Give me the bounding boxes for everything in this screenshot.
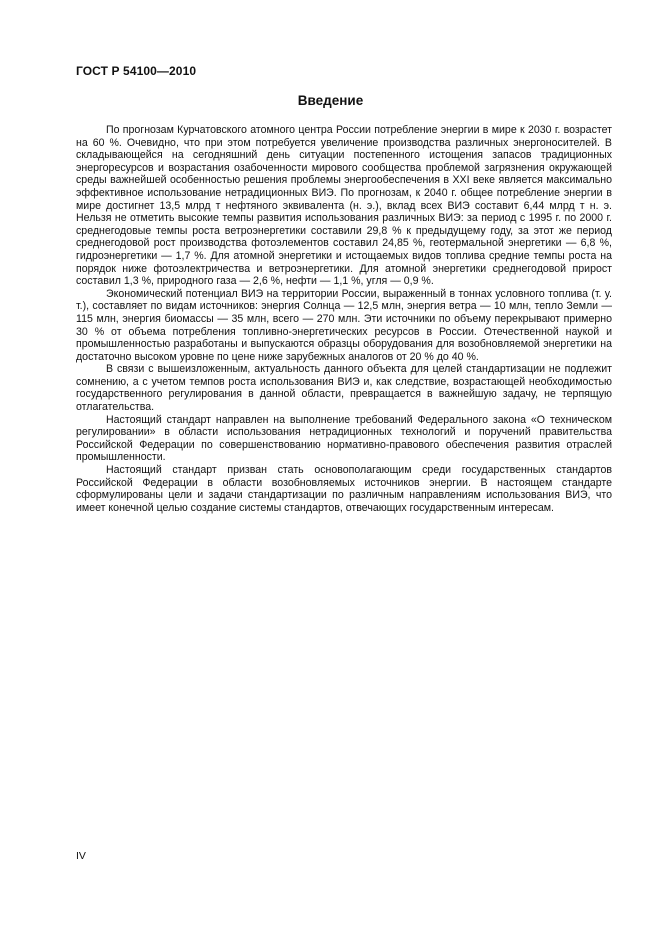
- section-title: Введение: [297, 93, 364, 108]
- document-code: ГОСТ Р 54100—2010: [76, 64, 197, 78]
- paragraph: Настоящий стандарт призван стать основополагающим среди государственных стандартов Российской Федерации в области возобновляемых источников энергии. В настоящем стандарте сформулированы цели и задачи стандартизации по различным направлениям использования ВИЭ, что имеет конечной целью создание системы стандартов, отвечающих государственным интересам.: [76, 464, 612, 514]
- paragraph: В связи с вышеизложенным, актуальность данного объекта для целей стандартизации не подлежит сомнению, а с учетом темпов роста использования ВИЭ и, как следствие, возрастающей необходимостью государственного регулирования в данной области, превращается в важнейшую задачу, не терпящую отлагательства.: [76, 363, 612, 414]
- paragraph: Настоящий стандарт направлен на выполнение требований Федерального закона «О техническом регулировании» в области использования нетрадиционных технологий и поручений правительства Российской Федерации по совершенствованию нормативно-правового обеспечения развития отраслей промышленности.: [76, 413, 612, 464]
- paragraph: Экономический потенциал ВИЭ на территории России, выраженный в тоннах условного топлива (т. у. т.), составляет по видам источников: энергия Солнца — 12,5 млн, энергия ветра — 10 млн, тепло Земли — 115 млн, энергия биомассы — 35 млн, всего — 270 млн. Эти источники по объему перекрывают примерно 30 % от объема потребления топливно-энергетических ресурсов в России. Отечественной наукой и промышленностью разработаны и выпускаются образцы оборудования для возобновляемой энергетики на достаточно высоком уровне по цене ниже зарубежных аналогов от 20 % до 40 %.: [76, 287, 612, 363]
- page-number: IV: [76, 850, 86, 862]
- body-text: [76, 124, 612, 514]
- paragraph: По прогнозам Курчатовского атомного центра России потребление энергии в мире к 2030 г. возрастет на 60 %. Очевидно, что при этом потребуется увеличение производства различных энергоносителей. В складывающейся на сегодняшний день ситуации постепенного истощения запасов традиционных энергоресурсов и возрастания озабоченности мирового сообщества проблемой загрязнения окружающей среды важнейшей особенностью решения проблемы энергообеспечения в XXI веке является максимально эффективное использование нетрадиционных ВИЭ. По прогнозам, к 2040 г. общее потребление энергии в мире достигнет 13,5 млрд т нефтяного эквивалента (н. э.), вклад всех ВИЭ составит 6,44 млрд т н. э. Нельзя не отметить высокие темпы развития использования различных ВИЭ: за период с 1995 г. по 2000 г. среднегодовые темпы роста ветроэнергетики составили 29,8 % к предыдущему году, за этот же период среднегодовой рост производства фотоэлементов составил 24,85 %, геотермальной энергетики — 6,8 %, гидроэнергетики — 1,7 %. Для атомной энергетики и истощаемых видов топлива средние темпы роста на порядок ниже фотоэлектричества и ветроэнергетики. Для атомной энергетики среднегодовой прирост составил 1,3 %, природного газа — 2,6 %, нефти — 1,1 %, угля — 0,9 %.: [76, 124, 612, 288]
